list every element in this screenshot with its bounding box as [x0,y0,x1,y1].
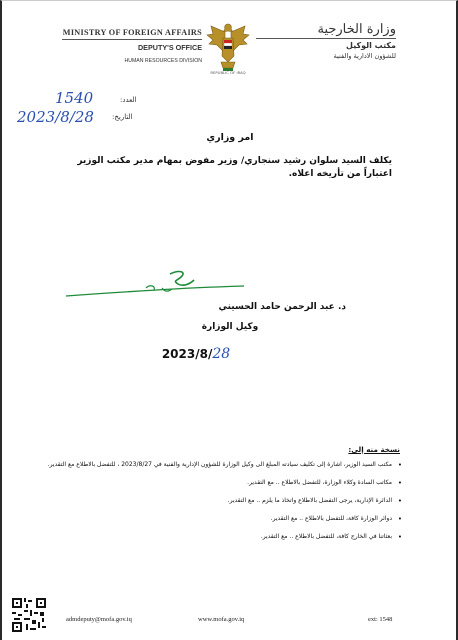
bullet-icon: • [397,461,402,469]
copy-to-list [40,460,402,550]
signature-date [146,346,246,362]
footer-email: admdeputy@mofa.gov.iq [66,616,132,623]
letterhead-divider-ar [256,38,396,39]
qr-code-icon [12,598,46,632]
iraq-eagle-emblem-icon [203,16,253,78]
ministry-name-en: MINISTRY OF FOREIGN AFFAIRS [62,28,202,37]
bullet-icon: • [397,515,402,523]
copy-to-text: دوائر الوزارة كافة، للتفضل بالاطلاع .. مع التقدير. [270,515,392,522]
bullet-icon: • [397,533,402,541]
signature-date-printed: 2023/8/ [161,347,213,361]
copy-to-text: مكتب السيد الوزير، اشارة إلى تكليف سيادته المبلغ الى وكيل الوزارة للشؤون الإدارية والفنية في 2023/8/27 ، للتفضل بالاطلاع مع التقدير. [47,461,392,468]
order-body: يكلف السيد سلوان رشيد سنجاري/ وزير مفوض بمهام مدير مكتب الوزير اعتباراً من تأريخه اعلاه. [77,156,392,179]
letterhead-divider [62,39,202,40]
letterhead-arabic [256,22,396,60]
footer-extension: ext: 1548 [368,616,393,623]
list-item [40,532,402,542]
division-name-ar: للشؤون الادارية والفنية [333,52,396,60]
signature-date-handwritten: 28 [212,346,231,362]
ministry-name-ar: وزارة الخارجية [317,22,396,37]
list-item [40,460,402,470]
copy-to-heading: نسخة منه إلى: [348,445,400,454]
copy-to-text: مكاتب السادة وكلاء الوزارة، للتفضل بالاطلاع .. مع التقدير. [247,479,392,486]
footer-website: www.mofa.gov.iq [198,616,245,623]
letterhead-english [62,28,202,64]
reference-number-handwritten: 1540 [55,89,94,107]
reference-date-label: التاريخ: [112,113,133,121]
list-item [40,514,402,524]
office-name-ar: مكتب الوكيل [346,41,396,50]
reference-number-label: العدد: [120,96,137,104]
division-name-en: HUMAN RESOURCES DIVISION [124,58,202,64]
copy-to-text: الدائرة الإدارية، يرجى التفضل بالاطلاع واتخاذ ما يلزم .. مع التقدير. [227,497,392,504]
office-name-en: DEPUTY'S OFFICE [137,43,202,52]
order-title: امر وزاري [206,132,254,143]
copy-to-text: بعثاتنا في الخارج كافة، للتفضل بالاطلاع .. مع التقدير. [260,533,392,540]
bullet-icon: • [397,497,402,505]
bullet-icon: • [397,479,402,487]
signatory-name: د. عبد الرحمن حامد الحسيني [218,302,346,312]
emblem-caption: REPUBLIC OF IRAQ [210,70,246,75]
list-item [40,496,402,506]
list-item [40,478,402,488]
reference-date-handwritten: 2023/8/28 [17,108,94,126]
signatory-position: وكيل الوزارة [201,322,259,332]
